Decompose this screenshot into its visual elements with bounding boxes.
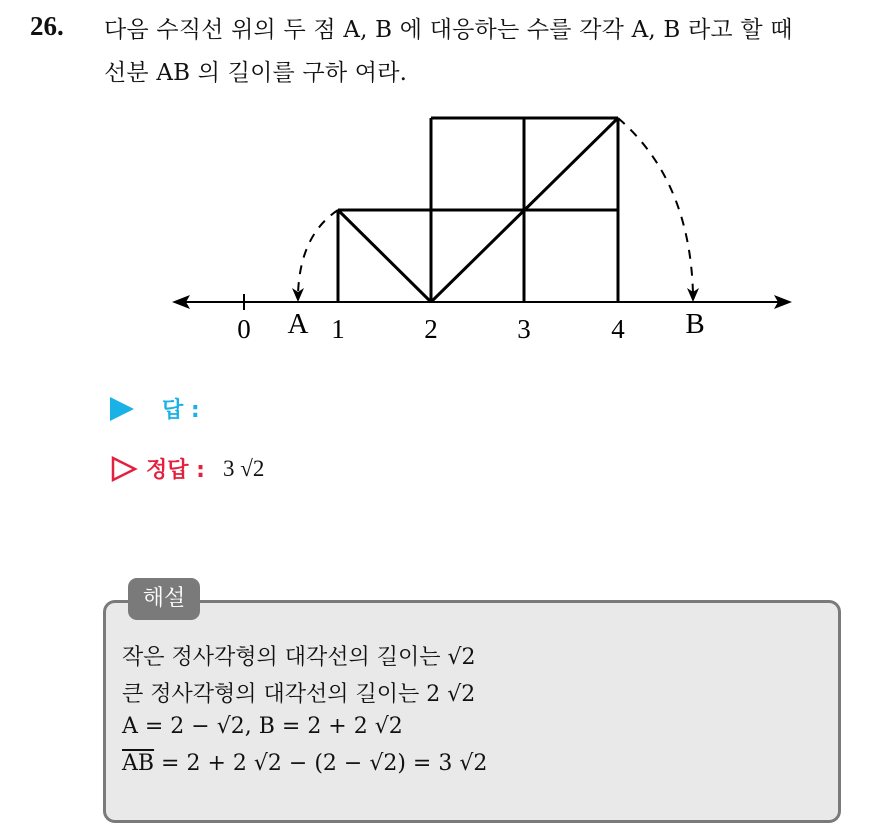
play-triangle-icon	[110, 397, 134, 421]
correct-answer-value: 3 √2	[222, 455, 265, 481]
solution-line-1: 작은 정사각형의 대각선의 길이는 √2	[122, 645, 476, 670]
solution-box	[103, 600, 841, 823]
solution-line-3: A = 2 − √2, B = 2 + 2 √2	[122, 714, 403, 739]
question-number: 26.	[30, 11, 64, 41]
solution-line-2: 큰 정사각형의 대각선의 길이는 2 √2	[122, 682, 476, 707]
squares-figure	[338, 118, 618, 302]
question-text-line-1: 다음 수직선 위의 두 점 A, B 에 대응하는 수를 각각 A, B 라고 할 때	[104, 17, 793, 43]
solution-tag: 해설	[128, 578, 200, 620]
arc-to-B-upper	[618, 118, 693, 294]
answer-row	[110, 393, 200, 424]
solution-line-4	[122, 751, 487, 776]
outline-triangle-icon	[110, 455, 138, 483]
correct-answer-row	[110, 453, 264, 484]
question-text-line-2: 선분 AB 의 길이를 구하 여라.	[104, 60, 408, 86]
tick-label-0: 0	[237, 314, 251, 344]
point-label-A: A	[287, 308, 309, 340]
correct-answer-label: 정답 :	[146, 458, 205, 483]
tick-label-1: 1	[331, 314, 345, 344]
arc-to-A	[298, 210, 338, 294]
segment-AB: $\overline{AB}$	[122, 751, 155, 776]
answer-label: 답 :	[162, 398, 200, 423]
tick-label-2: 2	[424, 314, 438, 344]
tick-label-3: 3	[517, 314, 531, 344]
solution-line-4-rest: = 2 + 2 √2 − (2 − √2) = 3 √2	[154, 751, 488, 776]
point-label-B: B	[685, 308, 705, 340]
number-line-figure	[0, 0, 884, 400]
tick-label-4: 4	[611, 314, 625, 344]
